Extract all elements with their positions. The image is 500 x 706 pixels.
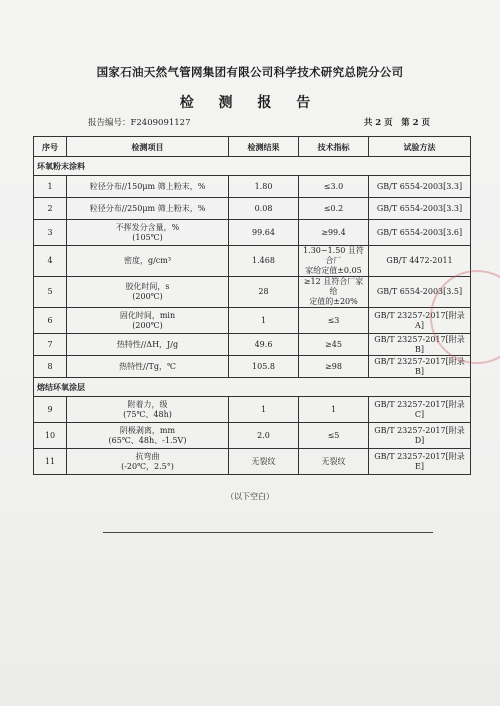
test-result: 105.8: [229, 356, 299, 378]
row-number: 10: [34, 423, 67, 449]
technical-spec: [299, 277, 369, 308]
results-table: [33, 136, 471, 475]
technical-spec: 无裂纹: [299, 449, 369, 475]
test-method: GB/T 23257-2017[附录 A]: [369, 308, 471, 334]
test-result: 1.80: [229, 176, 299, 198]
organization-name: 国家石油天然气管网集团有限公司科学技术研究总院分公司: [96, 65, 404, 79]
test-result: 1: [229, 397, 299, 423]
test-item: 密度，g/cm³: [67, 246, 229, 277]
test-item: 粒径分布//250μm 筛上粉末，%: [67, 198, 229, 220]
divider-line: [103, 532, 433, 533]
test-result: 49.6: [229, 334, 299, 356]
test-item: [67, 423, 229, 449]
spec-line2: 定值的±20%: [309, 297, 358, 306]
column-header-no: 序号: [34, 137, 67, 157]
test-method: GB/T 23257-2017[附录 C]: [369, 397, 471, 423]
table-row: [34, 423, 471, 449]
test-item-line1: 抗弯曲: [135, 451, 160, 461]
row-number: 6: [34, 308, 67, 334]
table-row: [34, 176, 471, 198]
technical-spec: 1: [299, 397, 369, 423]
test-item: 粒径分布//150μm 筛上粉末，%: [67, 176, 229, 198]
test-item-line2: (-20℃，2.5°): [121, 461, 174, 471]
row-number: 7: [34, 334, 67, 356]
test-item: [67, 277, 229, 308]
test-result: 99.64: [229, 220, 299, 246]
table-row: [34, 198, 471, 220]
row-number: 1: [34, 176, 67, 198]
table-row: [34, 397, 471, 423]
test-item: [67, 397, 229, 423]
test-item-line1: 阴极剥离，mm: [119, 425, 176, 435]
row-number: 4: [34, 246, 67, 277]
test-item: [67, 449, 229, 475]
test-item-line1: 不挥发分含量，%: [115, 222, 180, 232]
test-result: 28: [229, 277, 299, 308]
blank-note: （以下空白）: [226, 492, 274, 501]
test-item-line2: (105℃): [132, 232, 163, 242]
test-method: GB/T 6554-2003[3.3]: [369, 176, 471, 198]
report-number: 报告编号：F2409091127: [88, 118, 191, 128]
technical-spec: ≤5: [299, 423, 369, 449]
row-number: 3: [34, 220, 67, 246]
test-item-line1: 胶化时间，s: [125, 282, 170, 291]
row-number: 8: [34, 356, 67, 378]
test-item: 热特性//Tg，℃: [67, 356, 229, 378]
technical-spec: ≥45: [299, 334, 369, 356]
column-header-result: 检测结果: [229, 137, 299, 157]
test-method: GB/T 6554-2003[3.5]: [369, 277, 471, 308]
test-item-line2: (200℃): [132, 320, 163, 330]
spec-line1: 1.30~1.50 且符合厂: [303, 246, 364, 265]
row-number: 11: [34, 449, 67, 475]
table-row: [34, 334, 471, 356]
report-title: 检 测 报 告: [179, 95, 321, 111]
column-header-item: 检测项目: [67, 137, 229, 157]
table-row: [34, 277, 471, 308]
test-item-line2: (200℃): [132, 292, 163, 301]
test-method: GB/T 23257-2017[附录 B]: [369, 334, 471, 356]
test-method: GB/T 6554-2003[3.6]: [369, 220, 471, 246]
test-item-line1: 附着力，级: [127, 399, 168, 409]
test-item: [67, 308, 229, 334]
technical-spec: [299, 246, 369, 277]
technical-spec: ≤0.2: [299, 198, 369, 220]
section-title: 环氧粉末涂料: [34, 157, 471, 176]
test-item: [67, 220, 229, 246]
technical-spec: ≥99.4: [299, 220, 369, 246]
spec-line1: ≥12 且符合厂家给: [303, 277, 364, 296]
test-method: GB/T 23257-2017[附录 E]: [369, 449, 471, 475]
test-item-line2: (65℃、48h、-1.5V): [108, 435, 187, 445]
test-method: GB/T 4472-2011: [369, 246, 471, 277]
test-item-line2: (75℃、48h): [123, 409, 172, 419]
technical-spec: ≤3: [299, 308, 369, 334]
test-result: 无裂纹: [229, 449, 299, 475]
row-number: 9: [34, 397, 67, 423]
section-title: 熔结环氧涂层: [34, 378, 471, 397]
table-row: [34, 220, 471, 246]
test-result: 1: [229, 308, 299, 334]
table-header-row: [34, 137, 471, 157]
row-number: 2: [34, 198, 67, 220]
test-result: 2.0: [229, 423, 299, 449]
table-row: [34, 308, 471, 334]
test-method: GB/T 6554-2003[3.3]: [369, 198, 471, 220]
spec-line2: 家给定值±0.05: [305, 266, 362, 275]
technical-spec: ≤3.0: [299, 176, 369, 198]
test-result: 1.468: [229, 246, 299, 277]
column-header-method: 试验方法: [369, 137, 471, 157]
test-item: 热特性//ΔH，J/g: [67, 334, 229, 356]
test-item-line1: 固化时间，min: [119, 310, 176, 320]
test-method: GB/T 23257-2017[附录 B]: [369, 356, 471, 378]
test-method: GB/T 23257-2017[附录 D]: [369, 423, 471, 449]
technical-spec: ≥98: [299, 356, 369, 378]
table-row: [34, 246, 471, 277]
table-row: [34, 356, 471, 378]
row-number: 5: [34, 277, 67, 308]
column-header-spec: 技术指标: [299, 137, 369, 157]
test-result: 0.08: [229, 198, 299, 220]
page-info: 共 2 页 第 2 页: [363, 118, 430, 128]
table-row: [34, 449, 471, 475]
